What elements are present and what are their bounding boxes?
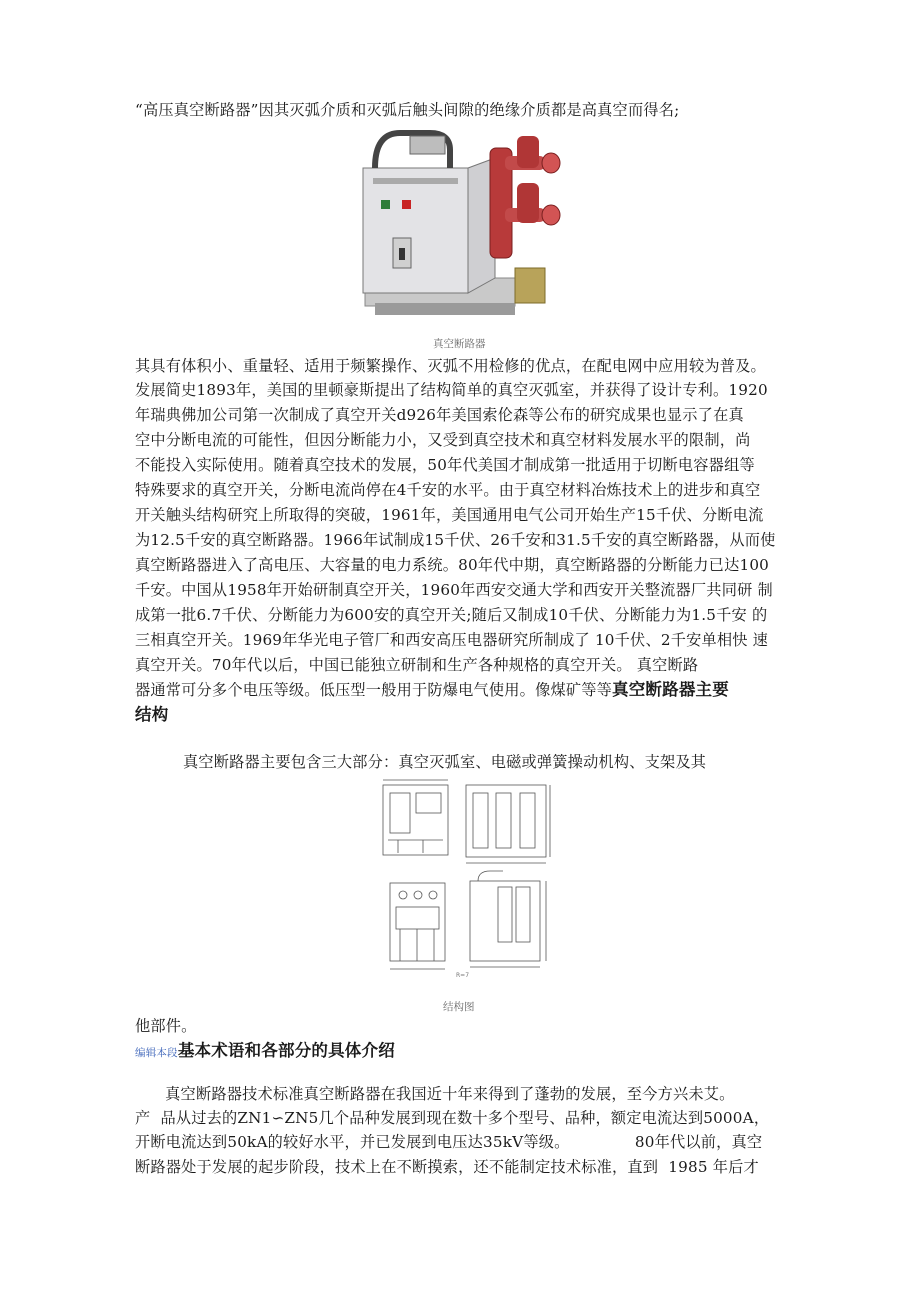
body-line-7: 开关触头结构研究上所取得的突破，1961年，美国通用电气公司开始生产15千伏、分断电流 [135,506,764,524]
figure2-caption: 结构图 [443,1001,475,1013]
section-heading-row [135,1040,395,1064]
body-line-15 [135,704,168,726]
dimension-label: R=7 [456,972,470,979]
structure-intro: 真空断路器主要包含三大部分：真空灭弧室、电磁或弹簧操动机构、支架及其 [183,753,707,771]
body-line-1: 其具有体积小、重量轻、适用于频繁操作、灭弧不用检修的优点，在配电网中应用较为普及。 [135,357,766,375]
body-line-9: 真空断路器进入了高电压、大容量的电力系统。80年代中期，真空断路器的分断能力已达100 [135,556,770,574]
after-figure-text: 他部件。 [135,1017,197,1035]
final-line-4: 断路器处于发展的起步阶段，技术上在不断摸索，还不能制定技术标准，直到 1985 年后才 [135,1158,759,1176]
body-line-6: 特殊要求的真空开关，分断电流尚停在4千安的水平。由于真空材料冶炼技术上的进步和真空 [135,481,761,499]
body-line-10: 千安。中国从1958年开始研制真空开关，1960年西安交通大学和西安开关整流器厂共同研 制 [135,581,773,599]
section-title: 基本术语和各部分的具体介绍 [177,1041,395,1060]
edit-section-link[interactable]: 编辑本段 [135,1047,178,1059]
body-line-12: 三相真空开关。1969年华光电子管厂和西安高压电器研究所制成了 10千伏、2千安单相快 速 [135,631,769,649]
section-heading-part1: 真空断路器主要 [612,680,729,699]
final-line-2: 产 品从过去的ZN1∽ZN5几个品种发展到现在数十多个型号、品种，额定电流达到5000A， [135,1109,770,1127]
body-line-14 [135,679,729,701]
section-heading-part2: 结构 [135,705,169,724]
body-line-14-text: 器通常可分多个电压等级。低压型一般用于防爆电气使用。像煤矿等等 [135,681,613,699]
structure-drawings [378,775,558,980]
body-line-13: 真空开关。70年代以后，中国已能独立研制和生产各种规格的真空开关。 真空断路 [135,656,699,674]
body-line-4: 空中分断电流的可能性，但因分断能力小，又受到真空技术和真空材料发展水平的限制，尚 [135,431,751,449]
intro-sentence: “高压真空断路器”因其灭弧介质和灭弧后触头间隙的绝缘介质都是高真空而得名; [135,101,680,119]
body-line-2: 发展简史1893年，美国的里顿豪斯提出了结构简单的真空灭弧室，并获得了设计专利。1920 [135,381,768,399]
body-line-8: 为12.5千安的真空断路器。1966年试制成15千伏、26千安和31.5千安的真空断路器，从而使 [135,531,776,549]
body-line-3: 年瑞典佛加公司第一次制成了真空开关d926年美国索伦森等公布的研究成果也显示了在真 [135,406,744,424]
final-line-1: 真空断路器技术标准真空断路器在我国近十年来得到了蓬勃的发展，至今方兴未艾。 [135,1085,735,1103]
figure1-caption: 真空断路器 [433,338,486,350]
body-line-5: 不能投入实际使用。随着真空技术的发展，50年代美国才制成第一批适用于切断电容器组等 [135,456,755,474]
vacuum-breaker-photo [355,128,570,328]
body-line-11: 成第一批6.7千伏、分断能力为600安的真空开关;随后又制成10千伏、分断能力为1.5千安 的 [135,606,768,624]
final-line-3: 开断电流达到50kA的较好水平，并已发展到电压达35kV等级。 80年代以前，真空 [135,1133,763,1151]
